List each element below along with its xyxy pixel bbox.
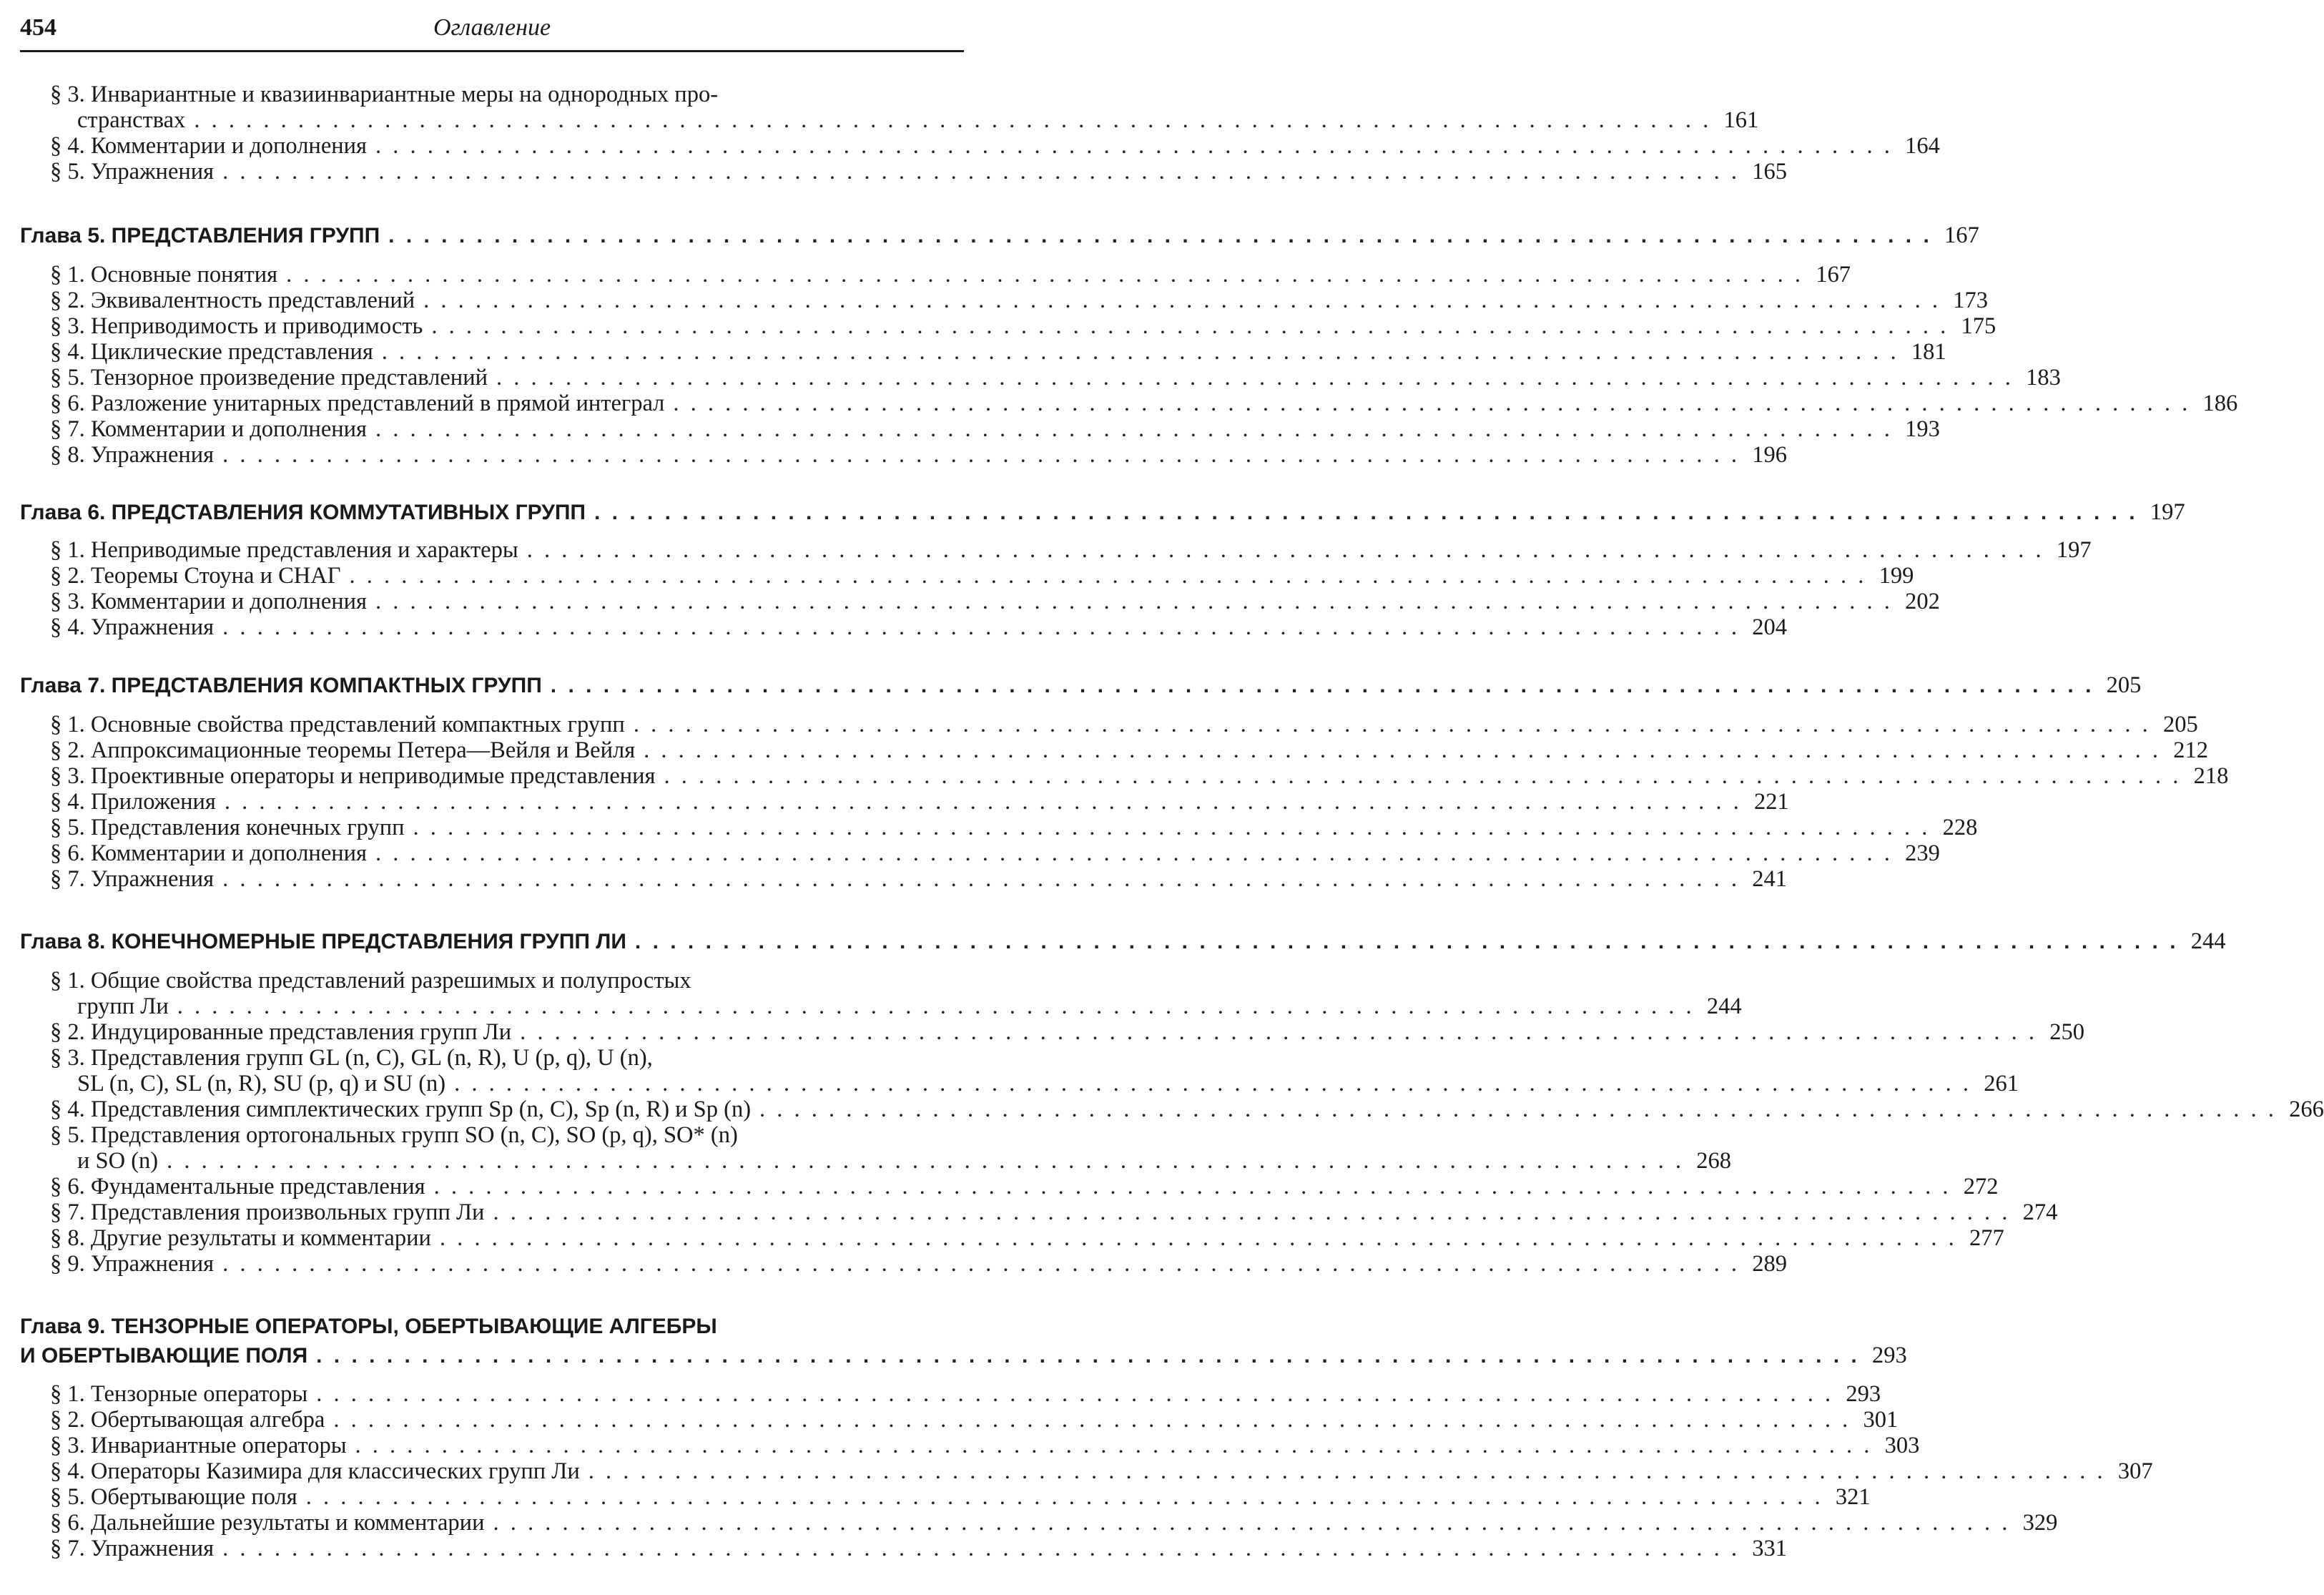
toc-entry: § 5. Представления конечных групп . . . 228	[50, 815, 957, 840]
toc-entry: § 3. Инвариантные операторы . . . 303	[50, 1433, 957, 1458]
page-number: 454	[20, 14, 56, 41]
toc-entry: § 8. Упражнения . . . 196	[50, 442, 957, 468]
toc-page: 221	[1753, 789, 1789, 815]
toc-entry: § 6. Комментарии и дополнения . . . 239	[50, 840, 957, 866]
toc-page: 228	[1942, 815, 1978, 840]
toc-page: 321	[1835, 1484, 1871, 1510]
toc-page: 164	[1905, 133, 1940, 159]
toc-page: 301	[1863, 1407, 1899, 1433]
toc-entry: § 5. Упражнения . . . 165	[50, 159, 957, 185]
toc-entry: § 6. Фундаментальные представления . . . 272	[50, 1174, 957, 1199]
toc-entry: § 5. Тензорное произведение представлений . . . 183	[50, 365, 957, 391]
toc-page: 239	[1905, 840, 1940, 866]
toc-entry: § 2. Теоремы Стоуна и СНАГ . . . 199	[50, 563, 957, 589]
toc-entry: групп Ли . . . 244	[50, 993, 957, 1019]
toc-entry: § 4. Приложения . . . 221	[50, 789, 957, 815]
toc-page: 250	[2049, 1019, 2084, 1045]
toc-page: 197	[2056, 537, 2092, 563]
toc-page: 175	[1961, 313, 1996, 339]
toc-entry: § 1. Неприводимые представления и характеры . . . 197	[50, 537, 957, 563]
toc-entry: § 1. Тензорные операторы . . . 293	[50, 1381, 957, 1407]
toc-page: 212	[2173, 737, 2209, 763]
toc-page: 293	[1872, 1343, 1907, 1368]
toc-page: 196	[1752, 442, 1787, 468]
toc-chapter: Глава 6. ПРЕДСТАВЛЕНИЯ КОММУТАТИВНЫХ ГРУПП . . . 197	[20, 499, 957, 526]
toc-page: 268	[1696, 1148, 1731, 1174]
toc-chapter: Глава 7. ПРЕДСТАВЛЕНИЯ КОМПАКТНЫХ ГРУПП . . . 205	[20, 672, 957, 699]
toc-page: 274	[2022, 1199, 2058, 1225]
toc-entry: § 4. Циклические представления . . . 181	[50, 339, 957, 365]
toc-page: 331	[1752, 1536, 1787, 1561]
toc-page: 329	[2022, 1510, 2058, 1536]
toc-page: 167	[1816, 262, 1851, 288]
toc-page: 307	[2117, 1458, 2153, 1484]
toc-page: 261	[1984, 1071, 2019, 1096]
toc-entry: § 4. Упражнения . . . 204	[50, 614, 957, 640]
toc-page: 244	[2190, 928, 2226, 954]
toc-entry: странствах . . . 161	[50, 107, 957, 133]
toc-entry: § 7. Упражнения . . . 241	[50, 866, 957, 892]
toc-entry: § 1. Основные свойства представлений компактных групп . . . 205	[50, 712, 957, 737]
toc-entry: § 7. Представления произвольных групп Ли . . . 274	[50, 1199, 957, 1225]
toc-entry: § 6. Разложение унитарных представлений в прямой интеграл . . . 186	[50, 391, 957, 416]
toc-entry-line: § 5. Представления ортогональных групп SO (n, C), SO (p, q), SO* (n)	[50, 1122, 738, 1148]
toc-entry: § 4. Комментарии и дополнения . . . 164	[50, 133, 957, 159]
toc-entry: § 5. Обертывающие поля . . . 321	[50, 1484, 957, 1510]
toc-page: 193	[1905, 416, 1940, 442]
toc-page: 186	[2202, 391, 2238, 416]
running-header	[20, 14, 964, 50]
toc-entry-line: § 3. Представления групп GL (n, C), GL (n, R), U (p, q), U (n),	[50, 1045, 653, 1071]
toc-page: 161	[1723, 107, 1759, 133]
toc-entry: § 6. Дальнейшие результаты и комментарии . . . 329	[50, 1510, 957, 1536]
toc-chapter: И ОБЕРТЫВАЮЩИЕ ПОЛЯ . . . 293	[20, 1343, 957, 1369]
toc-page: 303	[1884, 1433, 1920, 1458]
toc-entry: § 2. Индуцированные представления групп Ли . . . 250	[50, 1019, 957, 1045]
toc-page: 277	[1969, 1225, 2004, 1251]
toc-page: 205	[2106, 672, 2142, 698]
toc-chapter-line: Глава 9. ТЕНЗОРНЫЕ ОПЕРАТОРЫ, ОБЕРТЫВАЮЩИЕ АЛГЕБРЫ	[20, 1315, 717, 1338]
toc-page: 183	[2026, 365, 2061, 391]
toc-page: 199	[1879, 563, 1914, 589]
toc-entry: § 2. Аппроксимационные теоремы Петера—Вейля и Вейля . . . 212	[50, 737, 957, 763]
toc-page: 173	[1953, 288, 1988, 313]
toc-entry: § 7. Упражнения . . . 331	[50, 1536, 957, 1561]
toc-entry: § 1. Основные понятия . . . 167	[50, 262, 957, 288]
toc-page: 272	[1963, 1174, 1999, 1199]
toc-entry: § 8. Другие результаты и комментарии . . . 277	[50, 1225, 957, 1251]
toc-entry: § 3. Комментарии и дополнения . . . 202	[50, 589, 957, 614]
toc-entry: § 2. Обертывающая алгебра . . . 301	[50, 1407, 957, 1433]
toc-entry: § 4. Представления симплектических групп Sp (n, C), Sp (n, R) и Sp (n) . . . 266	[50, 1096, 957, 1122]
toc-entry: SL (n, C), SL (n, R), SU (p, q) и SU (n) . . . 261	[50, 1071, 957, 1096]
toc-entry-line: § 1. Общие свойства представлений разрешимых и полупростых	[50, 968, 691, 993]
running-title: Оглавление	[433, 14, 551, 41]
toc-entry: § 2. Эквивалентность представлений . . . 173	[50, 288, 957, 313]
toc-page: 197	[2150, 499, 2185, 525]
toc-page: 293	[1846, 1381, 1881, 1407]
toc-page: 167	[1944, 222, 1979, 248]
toc-entry: § 9. Упражнения . . . 289	[50, 1251, 957, 1277]
toc-page: 165	[1752, 159, 1787, 185]
toc-page: 218	[2193, 763, 2229, 789]
toc-page: 202	[1905, 589, 1940, 614]
toc-entry: § 7. Комментарии и дополнения . . . 193	[50, 416, 957, 442]
toc-page: 181	[1911, 339, 1946, 365]
toc-chapter: Глава 8. КОНЕЧНОМЕРНЫЕ ПРЕДСТАВЛЕНИЯ ГРУПП ЛИ . . . 244	[20, 928, 957, 955]
toc-page: 204	[1752, 614, 1787, 640]
toc-page: 266	[2289, 1096, 2324, 1122]
toc-entry: и SO (n) . . . 268	[50, 1148, 957, 1174]
toc-entry: § 3. Проективные операторы и неприводимые представления . . . 218	[50, 763, 957, 789]
toc-page: 241	[1752, 866, 1787, 892]
toc-entry: § 3. Неприводимость и приводимость . . . 175	[50, 313, 957, 339]
toc-page: 289	[1752, 1251, 1787, 1277]
toc-page: 244	[1706, 993, 1742, 1019]
header-rule	[20, 50, 964, 52]
toc-entry: § 4. Операторы Казимира для классических групп Ли . . . 307	[50, 1458, 957, 1484]
toc-chapter: Глава 5. ПРЕДСТАВЛЕНИЯ ГРУПП . . . 167	[20, 222, 957, 249]
toc-page: 205	[2162, 712, 2198, 737]
toc-entry-line: § 3. Инвариантные и квазиинвариантные меры на однородных про-	[50, 82, 719, 107]
